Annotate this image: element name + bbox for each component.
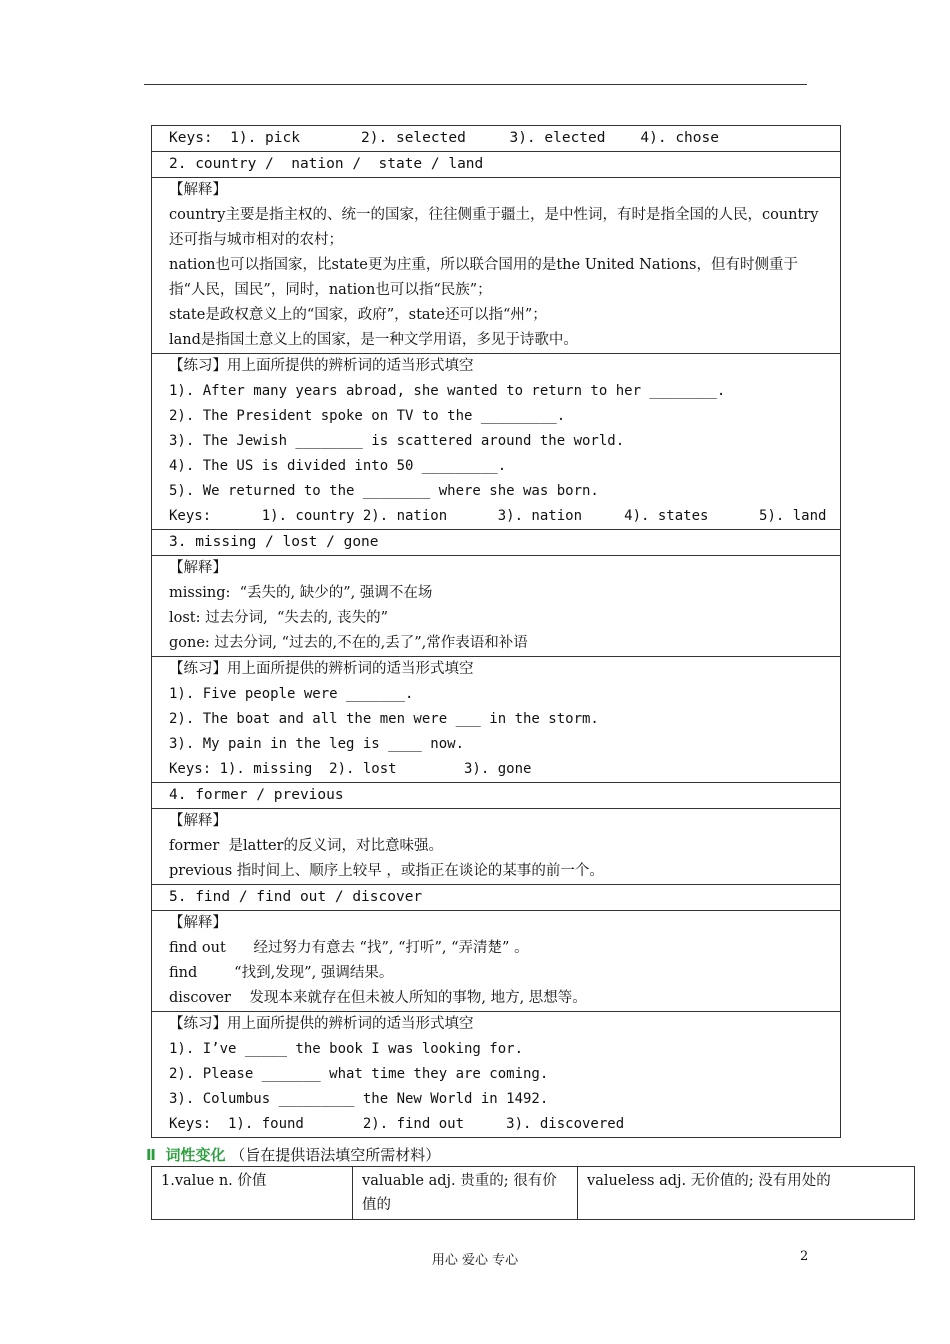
exercise-keys: Keys: 1). found 2). find out 3). discovered (169, 1116, 625, 1132)
explanation-line: state是政权意义上的“国家，政府”，state还可以指“州”； (169, 307, 547, 323)
exercise-keys: Keys: 1). missing 2). lost 3). gone (169, 761, 532, 777)
explanation-block-5 (152, 911, 841, 1012)
explanation-line: find “找到,发现”, 强调结果。 (169, 965, 394, 981)
explanation-title: 【解释】 (169, 813, 227, 829)
exercise-line: 1). After many years abroad, she wanted to return to her ________. (169, 383, 726, 399)
explanation-title: 【解释】 (169, 182, 227, 198)
exercise-block-2 (152, 354, 841, 530)
explanation-block-3 (152, 556, 841, 657)
table-row (152, 885, 841, 911)
exercise-title: 【练习】用上面所提供的辨析词的适当形式填空 (169, 661, 474, 677)
exercise-title: 【练习】用上面所提供的辨析词的适当形式填空 (169, 358, 474, 374)
vocabulary-table (151, 125, 841, 1138)
explanation-block-4 (152, 809, 841, 885)
exercise-block-3 (152, 657, 841, 783)
table-row (152, 126, 841, 152)
word-form-cell: valueless adj. 无价值的; 没有用处的 (578, 1167, 915, 1220)
exercise-block-5 (152, 1012, 841, 1138)
explanation-block-2 (152, 178, 841, 354)
table-row (152, 657, 841, 783)
table-row (152, 530, 841, 556)
exercise-line: 1). Five people were _______. (169, 686, 414, 702)
table-row (152, 152, 841, 178)
explanation-line: find out 经过努力有意去 “找”, “打听”, “弄清楚” 。 (169, 940, 529, 956)
table-row (152, 911, 841, 1012)
explanation-title: 【解释】 (169, 560, 227, 576)
explanation-line: country主要是指主权的、统一的国家，往往侧重于疆土，是中性词，有时是指全国的人民，country还可指与城市相对的农村； (169, 207, 819, 248)
exercise-line: 2). The President spoke on TV to the _________. (169, 408, 566, 424)
word-form-cell: valuable adj. 贵重的; 很有价值的 (353, 1167, 578, 1220)
exercise-line: 2). The boat and all the men were ___ in the storm. (169, 711, 599, 727)
exercise-line: 3). The Jewish ________ is scattered around the world. (169, 433, 625, 449)
table-row (152, 1167, 915, 1220)
word-form-cell: 1.value n. 价值 (152, 1167, 353, 1220)
explanation-line: gone: 过去分词, “过去的,不在的,丢了”,常作表语和补语 (169, 635, 528, 651)
explanation-title: 【解释】 (169, 915, 227, 931)
exercise-line: 3). Columbus _________ the New World in 1492. (169, 1091, 549, 1107)
word-forms-table (151, 1166, 915, 1220)
header-rule (144, 84, 807, 85)
section-title: 词性变化 (165, 1146, 226, 1164)
heading-former-previous: 4. former / previous (152, 783, 841, 809)
explanation-line: previous 指时间上、顺序上较早 ，或指正在谈论的某事的前一个。 (169, 863, 604, 879)
exercise-line: 3). My pain in the leg is ____ now. (169, 736, 465, 752)
heading-find-findout-discover: 5. find / find out / discover (152, 885, 841, 911)
table-row (152, 556, 841, 657)
table-row (152, 809, 841, 885)
heading-country-nation-state-land: 2. country / nation / state / land (152, 152, 841, 178)
table-row (152, 354, 841, 530)
page-number: 2 (800, 1249, 809, 1264)
section-number: Ⅱ (146, 1146, 156, 1164)
exercise-line: 4). The US is divided into 50 _________. (169, 458, 507, 474)
exercise-keys: Keys: 1). country 2). nation 3). nation 4). states 5). land (169, 508, 827, 524)
explanation-line: discover 发现本来就存在但未被人所知的事物, 地方, 思想等。 (169, 990, 587, 1006)
explanation-line: missing: “丢失的, 缺少的”, 强调不在场 (169, 585, 433, 601)
explanation-line: former 是latter的反义词，对比意味强。 (169, 838, 443, 854)
table-row (152, 1012, 841, 1138)
exercise-line: 1). I’ve _____ the book I was looking for. (169, 1041, 524, 1057)
section-heading (146, 1145, 440, 1165)
explanation-line: land是指国土意义上的国家，是一种文学用语，多见于诗歌中。 (169, 332, 578, 348)
explanation-line: lost: 过去分词, “失去的, 丧失的” (169, 610, 389, 626)
exercise-line: 2). Please _______ what time they are coming. (169, 1066, 549, 1082)
exercise-line: 5). We returned to the ________ where she was born. (169, 483, 599, 499)
table-row (152, 178, 841, 354)
footer-text: 用心 爱心 专心 (431, 1253, 519, 1268)
keys-row-1: Keys: 1). pick 2). selected 3). elected 4). chose (152, 126, 841, 152)
section-subtitle: （旨在提供语法填空所需材料） (230, 1146, 441, 1164)
table-row (152, 783, 841, 809)
heading-missing-lost-gone: 3. missing / lost / gone (152, 530, 841, 556)
exercise-title: 【练习】用上面所提供的辨析词的适当形式填空 (169, 1016, 474, 1032)
explanation-line: nation也可以指国家，比state更为庄重，所以联合国用的是the United Nations，但有时侧重于指“人民，国民”，同时，nation也可以指“民族”； (169, 257, 798, 298)
